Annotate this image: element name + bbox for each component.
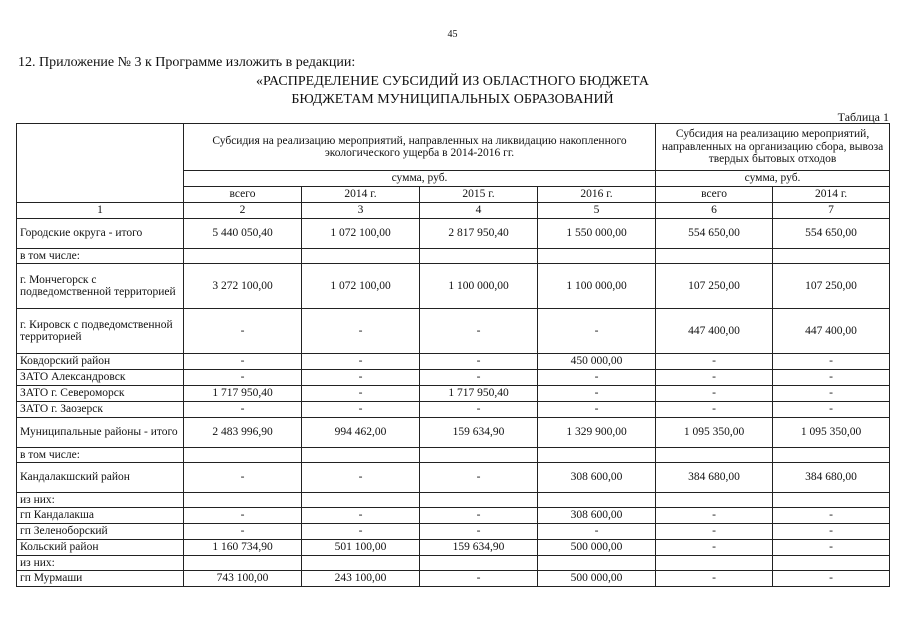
row-value bbox=[302, 249, 420, 264]
row-value: - bbox=[302, 354, 420, 370]
title-line-1: «РАСПРЕДЕЛЕНИЕ СУБСИДИЙ ИЗ ОБЛАСТНОГО БЮДЖЕТА bbox=[256, 74, 649, 89]
row-value: - bbox=[302, 386, 420, 402]
row-name: ЗАТО г. Североморск bbox=[17, 386, 184, 402]
row-value: 5 440 050,40 bbox=[184, 219, 302, 249]
item-text: 12. Приложение № 3 к Программе изложить в редакции: bbox=[18, 55, 356, 70]
col-header: 2014 г. bbox=[302, 187, 420, 203]
row-value: 1 550 000,00 bbox=[538, 219, 656, 249]
row-name: г. Мончегорск с подведомственной территорией bbox=[17, 264, 184, 309]
row-value bbox=[184, 493, 302, 508]
row-value bbox=[656, 448, 773, 463]
row-value bbox=[420, 556, 538, 571]
page-number: 45 bbox=[447, 29, 458, 40]
row-value bbox=[656, 493, 773, 508]
row-value bbox=[773, 249, 890, 264]
row-value: 1 717 950,40 bbox=[184, 386, 302, 402]
row-value: - bbox=[184, 354, 302, 370]
col-header: 2016 г. bbox=[538, 187, 656, 203]
col-header: 2015 г. bbox=[420, 187, 538, 203]
row-value: 384 680,00 bbox=[773, 463, 890, 493]
row-value: - bbox=[420, 402, 538, 418]
row-value bbox=[538, 249, 656, 264]
row-value: - bbox=[184, 524, 302, 540]
row-value: - bbox=[302, 524, 420, 540]
row-value: 994 462,00 bbox=[302, 418, 420, 448]
row-value: - bbox=[656, 370, 773, 386]
row-value: - bbox=[184, 309, 302, 354]
col-number: 7 bbox=[773, 203, 890, 219]
row-value: - bbox=[656, 402, 773, 418]
row-value: 450 000,00 bbox=[538, 354, 656, 370]
row-value: 308 600,00 bbox=[538, 463, 656, 493]
row-value bbox=[420, 249, 538, 264]
row-value: 107 250,00 bbox=[773, 264, 890, 309]
row-value: - bbox=[656, 540, 773, 556]
col-number: 5 bbox=[538, 203, 656, 219]
row-value bbox=[302, 556, 420, 571]
row-name: в том числе: bbox=[17, 448, 184, 463]
row-value bbox=[420, 493, 538, 508]
row-value: - bbox=[538, 524, 656, 540]
row-value bbox=[656, 249, 773, 264]
row-name: из них: bbox=[17, 556, 184, 571]
row-value: 1 095 350,00 bbox=[656, 418, 773, 448]
table-row bbox=[17, 418, 890, 448]
row-value: 447 400,00 bbox=[656, 309, 773, 354]
col-number: 4 bbox=[420, 203, 538, 219]
row-name: Муниципальные районы - итого bbox=[17, 418, 184, 448]
row-value: - bbox=[184, 370, 302, 386]
row-value: 1 717 950,40 bbox=[420, 386, 538, 402]
header-sum-2: сумма, руб. bbox=[656, 171, 890, 187]
row-value: 159 634,90 bbox=[420, 540, 538, 556]
col-header: 2014 г. bbox=[773, 187, 890, 203]
row-value: - bbox=[420, 571, 538, 587]
row-value: - bbox=[773, 402, 890, 418]
row-value: - bbox=[773, 524, 890, 540]
row-value: - bbox=[656, 354, 773, 370]
row-value bbox=[773, 493, 890, 508]
row-value: 1 095 350,00 bbox=[773, 418, 890, 448]
row-value: 308 600,00 bbox=[538, 508, 656, 524]
table-row bbox=[17, 508, 890, 524]
row-name: Кандалакшский район bbox=[17, 463, 184, 493]
table-row bbox=[17, 386, 890, 402]
row-value: - bbox=[538, 309, 656, 354]
row-value: - bbox=[773, 386, 890, 402]
row-value: - bbox=[773, 370, 890, 386]
table-row bbox=[17, 493, 890, 508]
row-value: - bbox=[773, 571, 890, 587]
row-value bbox=[656, 556, 773, 571]
row-value: - bbox=[773, 508, 890, 524]
table-row bbox=[17, 249, 890, 264]
row-value: 1 072 100,00 bbox=[302, 264, 420, 309]
header-group-2: Субсидия на реализацию мероприятий, направленных на организацию сбора, вывоза твердых бытовых отходов bbox=[656, 124, 890, 171]
row-value bbox=[302, 448, 420, 463]
row-name: в том числе: bbox=[17, 249, 184, 264]
table-row bbox=[17, 540, 890, 556]
row-value: 743 100,00 bbox=[184, 571, 302, 587]
row-value: - bbox=[302, 402, 420, 418]
col-number: 3 bbox=[302, 203, 420, 219]
row-value: 447 400,00 bbox=[773, 309, 890, 354]
header-sum-1: сумма, руб. bbox=[184, 171, 656, 187]
row-value: 501 100,00 bbox=[302, 540, 420, 556]
row-value bbox=[184, 249, 302, 264]
row-value bbox=[773, 448, 890, 463]
row-value: - bbox=[184, 463, 302, 493]
row-value bbox=[302, 493, 420, 508]
row-name: г. Кировск с подведомственной территорией bbox=[17, 309, 184, 354]
table-row bbox=[17, 571, 890, 587]
row-value: 500 000,00 bbox=[538, 571, 656, 587]
table-row bbox=[17, 524, 890, 540]
row-name: гп Кандалакша bbox=[17, 508, 184, 524]
col-number: 2 bbox=[184, 203, 302, 219]
table-row bbox=[17, 448, 890, 463]
row-value: - bbox=[538, 370, 656, 386]
row-value bbox=[184, 556, 302, 571]
row-value: 500 000,00 bbox=[538, 540, 656, 556]
row-name: Городские округа - итого bbox=[17, 219, 184, 249]
table-row bbox=[17, 370, 890, 386]
row-value: 2 483 996,90 bbox=[184, 418, 302, 448]
row-value: - bbox=[420, 370, 538, 386]
row-value: - bbox=[656, 508, 773, 524]
table-row bbox=[17, 309, 890, 354]
subsidy-table bbox=[16, 123, 890, 587]
row-value: 1 160 734,90 bbox=[184, 540, 302, 556]
table-row bbox=[17, 354, 890, 370]
row-name: ЗАТО Александровск bbox=[17, 370, 184, 386]
row-value: 107 250,00 bbox=[656, 264, 773, 309]
row-value bbox=[538, 448, 656, 463]
row-value: - bbox=[184, 508, 302, 524]
row-value bbox=[773, 556, 890, 571]
row-value: - bbox=[420, 524, 538, 540]
row-value: - bbox=[656, 571, 773, 587]
row-name: из них: bbox=[17, 493, 184, 508]
row-value: - bbox=[420, 309, 538, 354]
row-name: гп Мурмаши bbox=[17, 571, 184, 587]
row-value: - bbox=[656, 386, 773, 402]
row-value: - bbox=[302, 463, 420, 493]
col-header: всего bbox=[656, 187, 773, 203]
row-value: 1 100 000,00 bbox=[538, 264, 656, 309]
col-number: 6 bbox=[656, 203, 773, 219]
row-value: 1 072 100,00 bbox=[302, 219, 420, 249]
row-value: - bbox=[538, 402, 656, 418]
row-value: 384 680,00 bbox=[656, 463, 773, 493]
row-name: ЗАТО г. Заозерск bbox=[17, 402, 184, 418]
row-value: 1 100 000,00 bbox=[420, 264, 538, 309]
row-value: - bbox=[773, 354, 890, 370]
row-value bbox=[420, 448, 538, 463]
table-row bbox=[17, 463, 890, 493]
row-value: - bbox=[420, 463, 538, 493]
header-group-1: Субсидия на реализацию мероприятий, направленных на ликвидацию накопленного экологического ущерба в 2014-2016 гг. bbox=[184, 124, 656, 171]
table-row bbox=[17, 556, 890, 571]
row-name: Ковдорский район bbox=[17, 354, 184, 370]
row-value: 1 329 900,00 bbox=[538, 418, 656, 448]
header-name-cell bbox=[17, 124, 184, 203]
row-value: 554 650,00 bbox=[656, 219, 773, 249]
row-value bbox=[538, 493, 656, 508]
table-row bbox=[17, 219, 890, 249]
row-value: 2 817 950,40 bbox=[420, 219, 538, 249]
col-header: всего bbox=[184, 187, 302, 203]
table-row bbox=[17, 264, 890, 309]
row-value bbox=[184, 448, 302, 463]
row-value: 159 634,90 bbox=[420, 418, 538, 448]
row-value: - bbox=[184, 402, 302, 418]
row-value: - bbox=[302, 309, 420, 354]
row-value: - bbox=[538, 386, 656, 402]
row-value: 554 650,00 bbox=[773, 219, 890, 249]
row-name: гп Зеленоборский bbox=[17, 524, 184, 540]
table-label: Таблица 1 bbox=[837, 110, 889, 124]
title-line-2: БЮДЖЕТАМ МУНИЦИПАЛЬНЫХ ОБРАЗОВАНИЙ bbox=[291, 92, 614, 107]
row-name: Кольский район bbox=[17, 540, 184, 556]
row-value: - bbox=[302, 508, 420, 524]
table-row bbox=[17, 402, 890, 418]
row-value bbox=[538, 556, 656, 571]
row-value: 243 100,00 bbox=[302, 571, 420, 587]
col-number: 1 bbox=[17, 203, 184, 219]
row-value: - bbox=[420, 508, 538, 524]
row-value: - bbox=[420, 354, 538, 370]
row-value: - bbox=[656, 524, 773, 540]
row-value: - bbox=[773, 540, 890, 556]
row-value: - bbox=[302, 370, 420, 386]
row-value: 3 272 100,00 bbox=[184, 264, 302, 309]
